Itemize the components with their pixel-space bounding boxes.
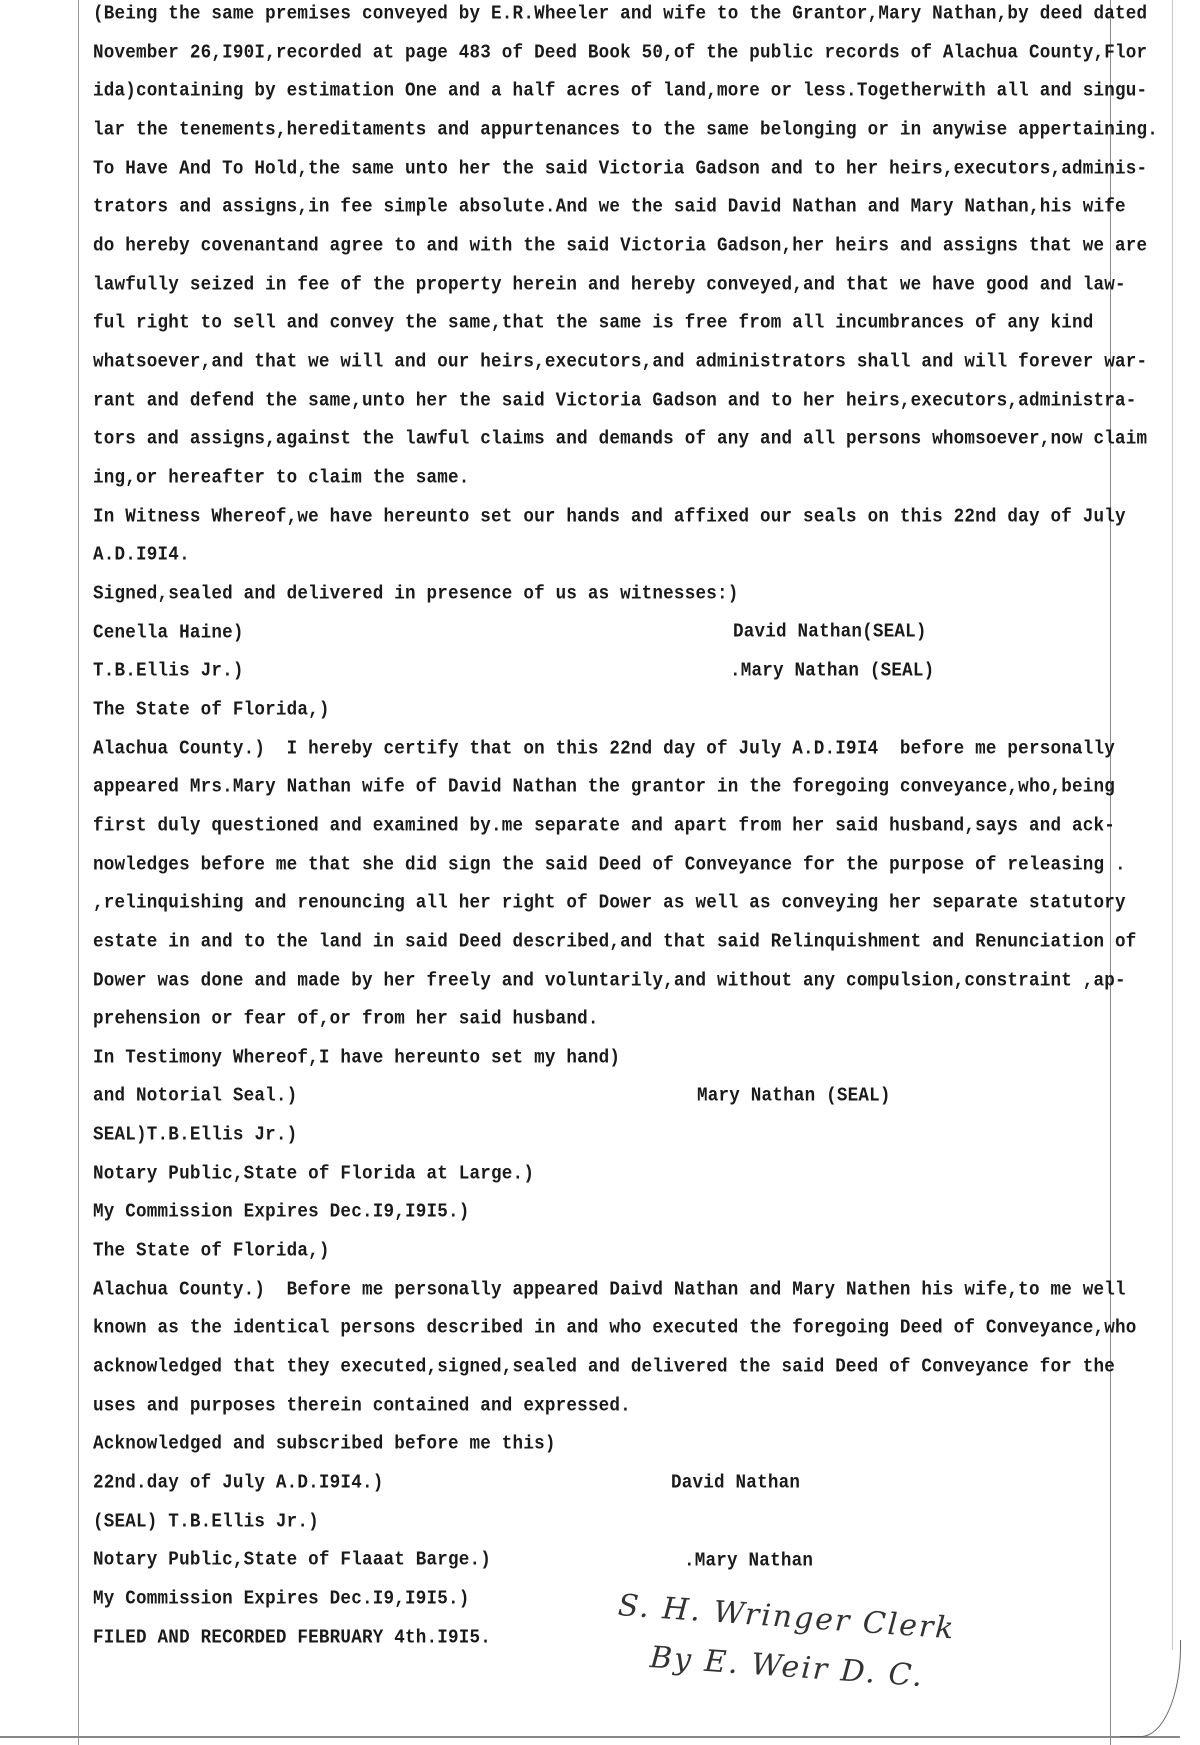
text-line: ing,or hereafter to claim the same.	[93, 466, 470, 490]
text-line: Cenella Haine)	[93, 621, 244, 644]
text-line: appeared Mrs.Mary Nathan wife of David Nathan the grantor in the foregoing conveyance,who,being	[93, 775, 1116, 799]
text-line: The State of Florida,)	[93, 698, 330, 722]
text-line: To Have And To Hold,the same unto her the said Victoria Gadson and to her heirs,executors,adminis-	[93, 157, 1148, 180]
text-line: 22nd.day of July A.D.I9I4.)	[93, 1471, 384, 1495]
text-line: ,relinquishing and renouncing all her right of Dower as well as conveying her separate statutory	[93, 891, 1126, 915]
text-line: T.B.Ellis Jr.)	[93, 660, 244, 683]
text-line: whatsoever,and that we will and our heirs,executors,and administrators shall and will forever war-	[93, 350, 1148, 374]
text-line: Notary Public,State of Flaaat Barge.)	[93, 1549, 492, 1572]
text-line: Dower was done and made by her freely and voluntarily,and without any compulsion,constraint ,ap-	[93, 969, 1126, 992]
text-line: prehension or fear of,or from her said husband.	[93, 1007, 599, 1031]
text-line: do hereby covenantand agree to and with the said Victoria Gadson,her heirs and assigns that we are	[93, 234, 1148, 258]
text-line: ful right to sell and convey the same,that the same is free from all incumbrances of any kind	[93, 312, 1094, 335]
text-line: first duly questioned and examined by.me separate and apart from her said husband,says and ack-	[93, 814, 1116, 838]
clerk-handwritten-signature: S. H. Wringer Clerk	[616, 1588, 957, 1647]
text-line: rant and defend the same,unto her the said Victoria Gadson and to her heirs,executors,administra-	[93, 389, 1137, 412]
text-line: In Witness Whereof,we have hereunto set our hands and affixed our seals on this 22nd day of July	[93, 505, 1126, 528]
left-margin-rule	[78, 0, 79, 1745]
text-line: (SEAL) T.B.Ellis Jr.)	[93, 1510, 319, 1533]
text-line: lar the tenements,hereditaments and appurtenances to the same belonging or in anywise appertaining.	[93, 118, 1159, 142]
text-line: estate in and to the land in said Deed described,and that said Relinquishment and Renunciation of	[93, 930, 1137, 954]
page-corner-curl	[1120, 1640, 1181, 1737]
text-line: nowledges before me that she did sign the said Deed of Conveyance for the purpose of releasing .	[93, 853, 1126, 876]
bottom-edge-rule	[0, 1736, 1180, 1738]
text-line: lawfully seized in fee of the property herein and hereby conveyed,and that we have good and law-	[93, 273, 1126, 296]
text-line: known as the identical persons described in and who executed the foregoing Deed of Conveyance,who	[93, 1317, 1137, 1340]
text-line: A.D.I9I4.	[93, 544, 190, 567]
text-line: Notary Public,State of Florida at Large.)	[93, 1162, 535, 1185]
text-line: The State of Florida,)	[93, 1239, 330, 1263]
text-line: trators and assigns,in fee simple absolute.And we the said David Nathan and Mary Nathan,his wife	[93, 196, 1126, 219]
text-line: acknowledged that they executed,signed,sealed and delivered the said Deed of Conveyance for the	[93, 1355, 1116, 1379]
text-line: FILED AND RECORDED FEBRUARY 4th.I9I5.	[93, 1626, 492, 1649]
signature-david-nathan-seal: David Nathan(SEAL)	[733, 620, 927, 644]
deputy-clerk-handwritten-signature: By E. Weir D. C.	[648, 1640, 926, 1695]
signature-mary-nathan-seal: .Mary Nathan (SEAL)	[730, 659, 935, 683]
text-line: tors and assigns,against the lawful claims and demands of any and all persons whomsoever,now claim	[93, 428, 1148, 451]
text-line: Alachua County.) Before me personally appeared Daivd Nathan and Mary Nathen his wife,to me well	[93, 1278, 1126, 1301]
signature-mary-nathan-2: .Mary Nathan	[684, 1549, 814, 1573]
text-line: Acknowledged and subscribed before me this)	[93, 1433, 556, 1456]
text-line: Signed,sealed and delivered in presence of us as witnesses:)	[93, 582, 739, 606]
text-line: In Testimony Whereof,I have hereunto set my hand)	[93, 1046, 621, 1070]
text-line: and Notorial Seal.)	[93, 1085, 298, 1108]
page-edge-rule	[1172, 0, 1173, 1650]
text-line: ida)containing by estimation One and a half acres of land,more or less.Togetherwith all and singu-	[93, 80, 1148, 103]
text-line: November 26,I90I,recorded at page 483 of Deed Book 50,of the public records of Alachua County,Flor	[93, 41, 1148, 64]
text-line: My Commission Expires Dec.I9,I9I5.)	[93, 1201, 470, 1224]
text-line: uses and purposes therein contained and expressed.	[93, 1394, 631, 1417]
text-line: My Commission Expires Dec.I9,I9I5.)	[93, 1587, 470, 1611]
text-line: (Being the same premises conveyed by E.R.Wheeler and wife to the Grantor,Mary Nathan,by deed dated	[93, 2, 1148, 26]
signature-mary-nathan-seal-2: Mary Nathan (SEAL)	[697, 1084, 891, 1108]
text-line: SEAL)T.B.Ellis Jr.)	[93, 1123, 298, 1147]
signature-david-nathan-2: David Nathan	[671, 1471, 801, 1495]
text-line: Alachua County.) I hereby certify that on this 22nd day of July A.D.I9I4 before me personally	[93, 737, 1116, 760]
